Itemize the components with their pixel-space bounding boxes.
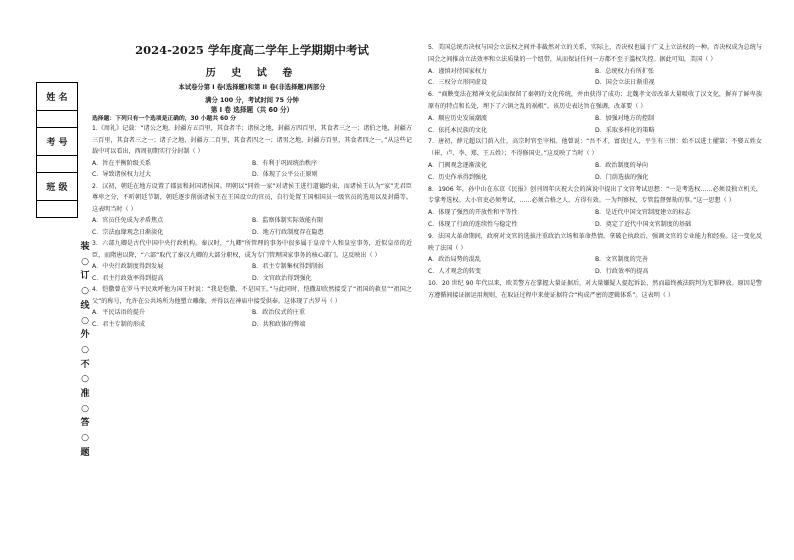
answer-option: A．旨在平衡阶级关系: [92, 159, 152, 167]
answer-option: B．文官制度的完善: [595, 256, 648, 264]
option-group: [92, 215, 412, 238]
answer-option: B．是近代中国文官制度建立的标志: [595, 209, 691, 217]
id-label: 考 号: [37, 128, 78, 156]
question-block: [92, 181, 412, 239]
exam-structure: 本试卷分第 I 卷(选择题)和第 II 卷(非选择题)两部分: [178, 84, 326, 91]
binding-char: 答: [80, 418, 90, 429]
question-stem: 3．六部九卿是古代中国中央行政机构。秦汉时，“九卿”所管理的事务中很多属于皇帝个人和皇室事务，近似皇帝的近臣，而隋唐以降，“六部”取代了秦汉九卿的大部分职权，成为专门管理国家事务的核心部门。这反映出（ ）: [92, 240, 412, 259]
option-group: [428, 160, 762, 184]
answer-option: A．体现了强烈的开放性和平等性: [428, 209, 518, 217]
answer-option: A．顺应历史发展潮流: [428, 114, 488, 122]
binding-char: 准: [80, 389, 90, 400]
instruction: 选择题：下列只有一个选项是正确的，30 小题共 60 分: [92, 116, 236, 122]
question-block: [428, 136, 762, 183]
class-field[interactable]: [37, 201, 78, 218]
section-heading: 第 I 卷 选择题（共 60 分）: [210, 106, 294, 114]
answer-option: C．宗法血缘观念日渐淡化: [92, 228, 164, 236]
answer-option: D．文官政治得到强化: [252, 274, 312, 282]
question-block: [428, 89, 762, 136]
answer-option: C．历史作承得到强化: [428, 173, 488, 181]
binding-char: ○: [81, 433, 89, 444]
answer-option: A．平民话语的提升: [92, 309, 145, 316]
answer-option: C．人才观念的转变: [428, 268, 482, 276]
answer-option: B．有利于巩固统治秩序: [252, 159, 318, 167]
answer-option: B．加强对地方的控制: [595, 114, 655, 122]
option-group: [428, 207, 762, 231]
answer-option: B．君主专制集权得到削弱: [252, 263, 324, 270]
answer-option: C．体现了行政的连续性与稳定性: [428, 220, 518, 228]
left-column: [92, 42, 412, 330]
exam-title: 2024-2025 学年度高二学年上学期期中考试: [135, 43, 369, 57]
question-block: [92, 238, 412, 284]
answer-option: D．地方行政制度存在隐患: [252, 228, 324, 236]
answer-option: B．监察体制实际效能有限: [252, 217, 324, 224]
binding-char: ○: [81, 344, 89, 355]
option-group: [428, 113, 762, 137]
question-block: [92, 284, 412, 330]
exam-subject: 历 史 试 卷: [205, 68, 299, 79]
answer-option: A．官员任免成为矛盾焦点: [92, 217, 164, 224]
student-info-table: [36, 82, 78, 218]
answer-option: B．政治仪式的庄重: [252, 309, 305, 316]
binding-char: 题: [80, 447, 90, 458]
binding-char: ○: [81, 315, 89, 326]
option-group: [92, 261, 412, 284]
answer-option: D．国会立法日渐重视: [595, 79, 655, 87]
question-stem: 8．1906 年，孙中山在东京《民报》创刊周年庆祝大会的演说中提出了文官考试思想：“一是考选权……必须设独立机关，专掌考选权。大小官吏必须考试，……必须合格之人，方得有效。一为判察权，专管监督弹劾的事。”这一思想（ ）: [428, 185, 762, 205]
binding-char: 不: [80, 359, 90, 370]
question-list-right: [428, 42, 762, 302]
right-column: [428, 42, 762, 302]
answer-option: C．导致诸侯权力过大: [92, 171, 152, 178]
answer-option: C．君主行政效率得到提高: [92, 274, 164, 282]
answer-option: B．总统权力有所扩张: [595, 67, 655, 75]
binding-char: 装: [80, 242, 90, 252]
binding-char: ○: [81, 374, 89, 385]
answer-option: C．三权分立形同虚设: [428, 79, 488, 87]
answer-option: D．共和政体的弊端: [252, 320, 306, 328]
option-group: [92, 158, 412, 181]
answer-option: A．谨慎对待国家权力: [428, 67, 488, 75]
question-stem: 9．法国大革命期间，政府对文官的选拔注重政治立场和革命热情。拿破仑执政后，强调文官的专业能力和经验。这一变化反映了法国（ ）: [428, 232, 762, 252]
question-stem: 1.《周礼》记载：“诸公之地，封疆方五百里，其食者半；诸侯之地，封疆方四百里，其食者三之一；诸伯之地，封疆方三百里，其食者三之一；诸子之地，封疆方二百里，其食者四之一；诸男之地，封疆方百里，其食者四之一。”从这些记载中可以看出，西周初期实行分封制（ ）: [92, 125, 412, 155]
answer-option: C．君主专制的形成: [92, 320, 146, 328]
question-stem: 4．恺撒曾在罗马平民欢呼他为国王时说：“我是恺撒，不是国王。”与此同时，恺撒却欣然接受了“祖国的救星”“祖国之父”的称号，允许在公共场所为他塑立雕像，并得以在神庙中接受供奉。这体现了古罗马（ ）: [92, 286, 412, 305]
binding-char: ○: [81, 286, 89, 297]
class-label: 班 级: [37, 173, 78, 201]
answer-option: A．中央行政制度得到发展: [92, 263, 164, 270]
option-group: [92, 307, 412, 330]
answer-option: D．奠定了近代中国文官制度的基础: [595, 220, 692, 228]
option-group: [428, 66, 762, 90]
answer-option: D．行政效率的提高: [595, 268, 649, 276]
binding-char: ○: [81, 256, 89, 267]
question-stem: 2．汉初，朝廷在地方设置了郡县和封国诸侯国。明朝以“同姓一家”对诸侯王进行道德约束，而诸侯王认为“家”无君臣尊卑之分，不听朝廷节制，朝廷逐步削弱诸侯王在王国设立的官员，自行处置王国相国员一级官员的选用以及封爵等。这表明当时（ ）: [92, 182, 412, 213]
answer-option: B．政治制度的导向: [595, 161, 648, 169]
binding-char: ○: [81, 403, 89, 414]
question-stem: 6．“商鞅变法在精神文化层面保留了秦朝的文化传统，并由获得了成功；北魏孝文帝改革大量吸收了汉文化，摒弃了鲜卑族原有的特点和长处，埋下了六镇之乱的祸根”。该历史表达旨在强调，改革要（ ）: [428, 91, 762, 110]
question-stem: 10．20 世纪 90 年代以来，欧美警方在掌握大量证据后，对大量嫌疑人提起诉讼，然而最终被法院判为无罪释放。原因是警方遵循间接证据运用规则，在取证过程中来使证据符合“构成严密的逻辑体系”。这表明（ ）: [428, 279, 762, 299]
name-field[interactable]: [37, 111, 78, 128]
binding-char: 外: [80, 330, 90, 341]
answer-option: C．依托本民族的文化: [428, 126, 488, 134]
binding-char: 线: [80, 300, 90, 311]
score-time: 满分 100 分，考试时间 75 分钟: [205, 97, 299, 104]
answer-option: A．政治局势的混乱: [428, 256, 481, 264]
binding-char: 订: [80, 271, 90, 282]
answer-option: D．体现了公平公正原则: [252, 171, 318, 178]
question-block: [428, 231, 762, 278]
question-stem: 7．唐初，薛元超以门荫入仕，高宗时官至宰相。他曾说：“吾不才，富贵过人，平生有三恨：始不以进士擢第；不娶五姓女（崔、卢、李、郑、王五姓）；不得修国史。”这反映了当时（ ）: [428, 138, 762, 158]
answer-option: D．采取多样化的策略: [595, 126, 655, 134]
option-group: [428, 254, 762, 278]
question-stem: 5．美国总统否决权与国会立法权之间并非截然对立的关系，实际上，否决权也属于广义上立法权的一种。否决权成为总统与国会之间推动立法效率和立法质量的一个纽带，从而保证任何一方都不至于滥权失控。据此可知，美国（ ）: [428, 44, 762, 63]
question-list-left: [92, 123, 412, 330]
question-block: [92, 123, 412, 181]
id-field[interactable]: [37, 156, 78, 173]
name-label: 姓 名: [37, 83, 78, 111]
question-block: [428, 278, 762, 302]
question-block: [428, 42, 762, 89]
binding-line-notice: [79, 240, 91, 461]
answer-option: D．门荫选拔的强化: [595, 173, 649, 181]
question-block: [428, 184, 762, 231]
answer-option: A．门阀观念逐渐淡化: [428, 161, 488, 169]
